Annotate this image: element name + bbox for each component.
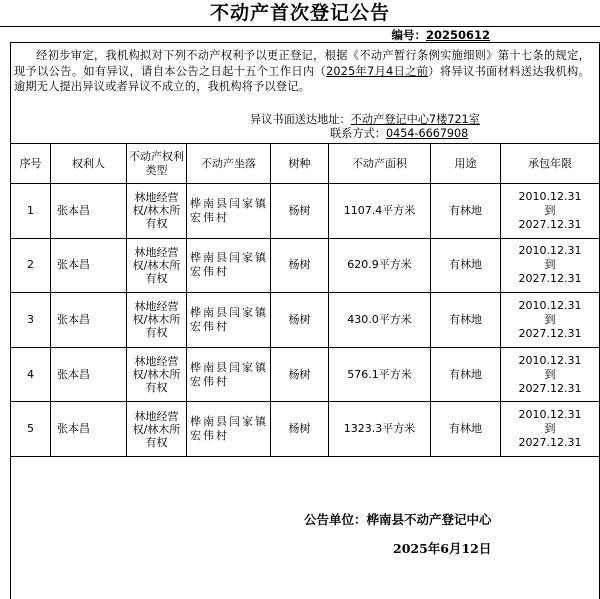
cell-right-type: 林地经营权/林木所有权 — [127, 184, 187, 239]
cell-use: 有林地 — [431, 402, 501, 457]
cell-location: 桦南县闫家镇宏伟村 — [187, 238, 271, 293]
term-to: 到 — [544, 312, 556, 326]
term-to: 到 — [544, 258, 556, 272]
term-to: 到 — [544, 367, 556, 381]
cell-right-type: 林地经营权/林木所有权 — [127, 238, 187, 293]
cell-right-type: 林地经营权/林木所有权 — [127, 402, 187, 457]
cell-term — [501, 293, 600, 348]
cell-area: 430.0平方米 — [329, 293, 431, 348]
cell-species: 杨树 — [271, 347, 329, 402]
cell-no: 3 — [11, 293, 51, 348]
cell-species: 杨树 — [271, 402, 329, 457]
cell-term — [501, 238, 600, 293]
table-row — [11, 402, 600, 457]
term-start: 2010.12.31 — [518, 189, 582, 203]
contact-value: 0454-6667908 — [385, 127, 469, 140]
header-owner: 权利人 — [51, 144, 127, 184]
term-start: 2010.12.31 — [518, 298, 582, 312]
table-row — [11, 184, 600, 239]
cell-area: 620.9平方米 — [329, 238, 431, 293]
cell-owner: 张本昌 — [51, 347, 127, 402]
header-term: 承包年限 — [501, 144, 600, 184]
term-start: 2010.12.31 — [518, 244, 582, 258]
cell-owner: 张本昌 — [51, 293, 127, 348]
issuing-unit: 公告单位：桦南县不动产登记中心 — [304, 512, 492, 527]
table-header-row — [11, 144, 600, 184]
cell-term — [501, 347, 600, 402]
header-area: 不动产面积 — [329, 144, 431, 184]
document-number — [391, 28, 490, 42]
cell-area: 576.1平方米 — [329, 347, 431, 402]
cell-owner: 张本昌 — [51, 402, 127, 457]
header-location: 不动产坐落 — [187, 144, 271, 184]
cell-right-type: 林地经营权/林木所有权 — [127, 347, 187, 402]
cell-no: 4 — [11, 347, 51, 402]
contact-label: 联系方式： — [330, 127, 386, 140]
cell-use: 有林地 — [431, 293, 501, 348]
header-species: 树种 — [271, 144, 329, 184]
property-table — [10, 143, 600, 457]
term-end: 2027.12.31 — [518, 381, 582, 395]
body-intro: 经初步审定，我机构拟对下列不动产权利予以更正登记，根据《不动产暂行条例实施细则》第十七条的规定，现予以公告。如有异议，请自本公告之日起十五个工作日内（ — [14, 49, 590, 78]
term-end: 2027.12.31 — [518, 217, 582, 231]
title-divider — [0, 26, 600, 27]
cell-owner: 张本昌 — [51, 238, 127, 293]
header-use: 用途 — [431, 144, 501, 184]
table-row — [11, 238, 600, 293]
cell-species: 杨树 — [271, 184, 329, 239]
cell-location: 桦南县闫家镇宏伟村 — [187, 184, 271, 239]
term-start: 2010.12.31 — [518, 353, 582, 367]
page-title: 不动产首次登记公告 — [209, 2, 390, 24]
objection-address — [250, 113, 480, 127]
term-end: 2027.12.31 — [518, 436, 582, 450]
objection-address-label: 异议书面送达地址： — [250, 113, 351, 126]
table-row — [11, 293, 600, 348]
cell-location: 桦南县闫家镇宏伟村 — [187, 402, 271, 457]
cell-right-type: 林地经营权/林木所有权 — [127, 293, 187, 348]
cell-area: 1323.3平方米 — [329, 402, 431, 457]
objection-address-value: 不动产登记中心7楼721室 — [350, 113, 480, 126]
term-end: 2027.12.31 — [518, 326, 582, 340]
document-number-value: 20250612 — [425, 28, 490, 42]
cell-species: 杨树 — [271, 238, 329, 293]
header-no: 序号 — [11, 144, 51, 184]
table-row — [11, 347, 600, 402]
cell-species: 杨树 — [271, 293, 329, 348]
term-to: 到 — [544, 422, 556, 436]
term-end: 2027.12.31 — [518, 272, 582, 286]
cell-no: 2 — [11, 238, 51, 293]
term-to: 到 — [544, 203, 556, 217]
cell-use: 有林地 — [431, 238, 501, 293]
body-tail: ）将异议书面材料送达我机构。逾期无人提出异议或者异议不成立的，我机构将予以登记。 — [14, 64, 590, 93]
cell-area: 1107.4平方米 — [329, 184, 431, 239]
cell-owner: 张本昌 — [51, 184, 127, 239]
cell-location: 桦南县闫家镇宏伟村 — [187, 293, 271, 348]
contact-info — [330, 127, 468, 141]
cell-use: 有林地 — [431, 347, 501, 402]
cell-no: 5 — [11, 402, 51, 457]
document-number-label: 编号： — [391, 28, 426, 42]
objection-deadline: 2025年7月4日之前 — [326, 64, 429, 78]
announcement-body — [14, 48, 590, 95]
term-start: 2010.12.31 — [518, 408, 582, 422]
header-right-type: 不动产权利类型 — [127, 144, 187, 184]
cell-no: 1 — [11, 184, 51, 239]
cell-location: 桦南县闫家镇宏伟村 — [187, 347, 271, 402]
cell-term — [501, 184, 600, 239]
issue-date: 2025年6月12日 — [393, 541, 492, 556]
cell-term — [501, 402, 600, 457]
cell-use: 有林地 — [431, 184, 501, 239]
